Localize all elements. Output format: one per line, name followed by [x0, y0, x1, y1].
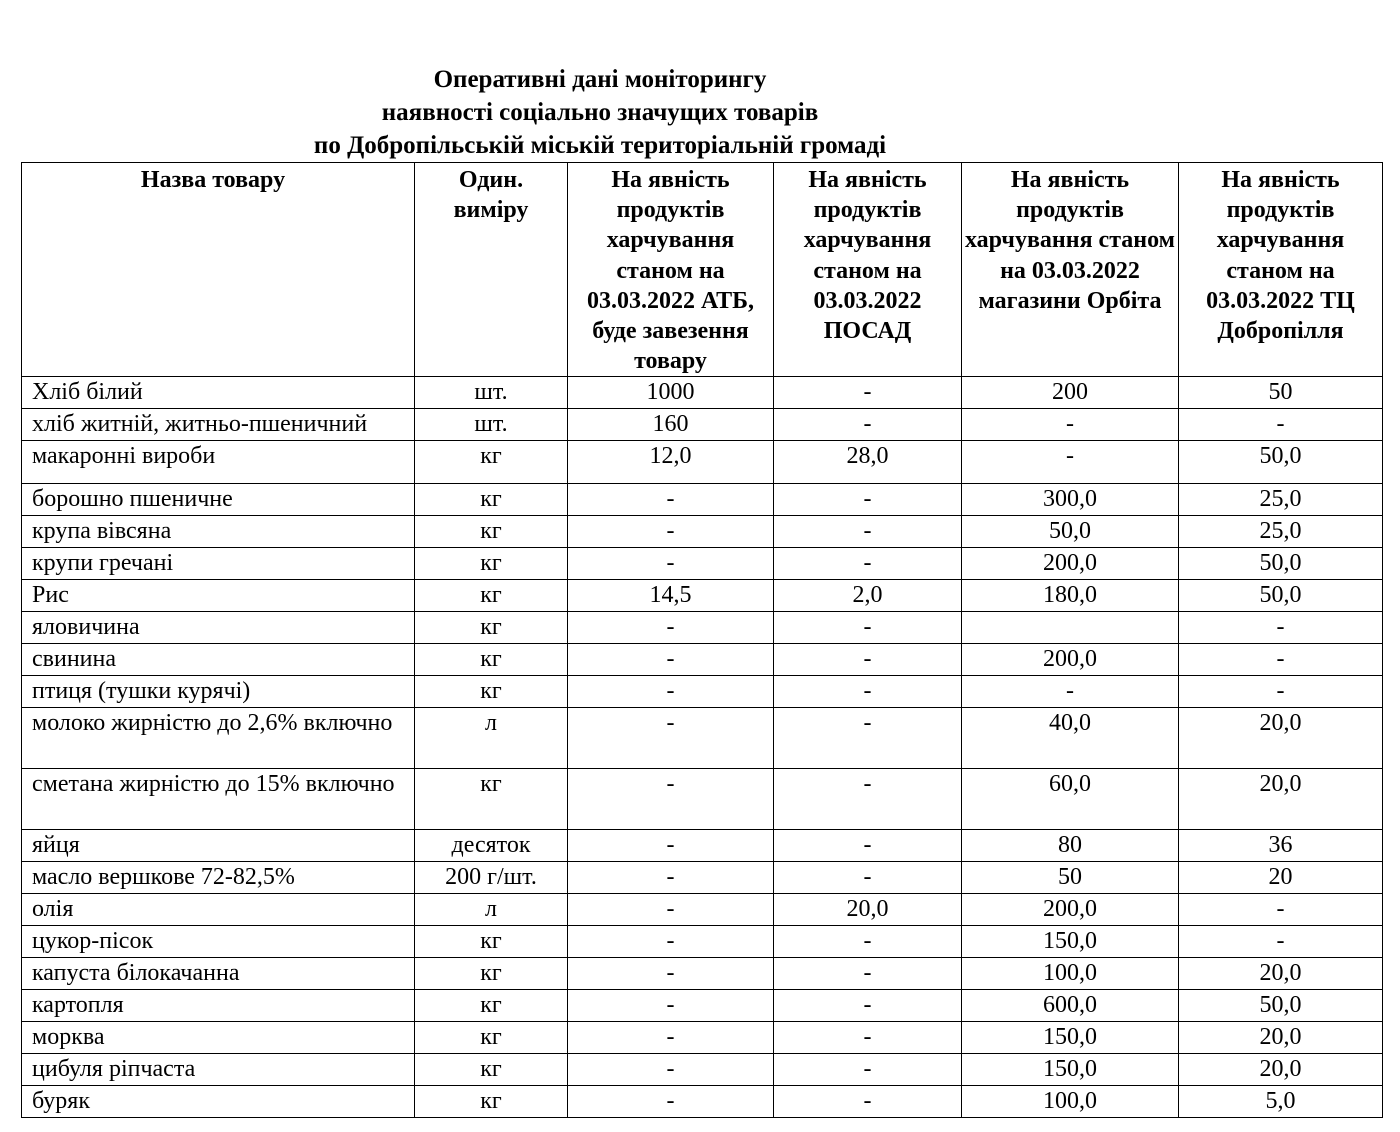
table-row: [22, 862, 1383, 894]
cell-tc: 50: [1179, 377, 1383, 409]
cell-atb: -: [568, 1022, 774, 1054]
cell-atb: -: [568, 958, 774, 990]
table-row: [22, 926, 1383, 958]
cell-product-name: борошно пшеничне: [22, 484, 415, 516]
cell-product-name: яловичина: [22, 612, 415, 644]
header-orbita: На явність продуктів харчування станом на 03.03.2022 магазини Орбіта: [962, 163, 1179, 377]
cell-product-name: картопля: [22, 990, 415, 1022]
cell-orbita: 180,0: [962, 580, 1179, 612]
table-row: [22, 612, 1383, 644]
cell-product-name: сметана жирністю до 15% включно: [22, 769, 415, 830]
cell-atb: -: [568, 548, 774, 580]
cell-posad: 20,0: [774, 894, 962, 926]
cell-orbita: 100,0: [962, 958, 1179, 990]
cell-posad: -: [774, 1022, 962, 1054]
cell-atb: -: [568, 894, 774, 926]
cell-posad: -: [774, 958, 962, 990]
cell-product-name: масло вершкове 72-82,5%: [22, 862, 415, 894]
table-row: [22, 516, 1383, 548]
cell-unit: кг: [415, 484, 568, 516]
table-row: [22, 894, 1383, 926]
table-row: [22, 708, 1383, 769]
cell-tc: -: [1179, 894, 1383, 926]
cell-atb: 14,5: [568, 580, 774, 612]
cell-unit: кг: [415, 516, 568, 548]
cell-unit: л: [415, 708, 568, 769]
cell-orbita: 600,0: [962, 990, 1179, 1022]
table-row: [22, 580, 1383, 612]
cell-product-name: Рис: [22, 580, 415, 612]
goods-availability-table: [21, 162, 1383, 1118]
cell-unit: десяток: [415, 830, 568, 862]
cell-atb: -: [568, 612, 774, 644]
document-title-line-2: наявності соціально значущих товарів: [381, 99, 819, 126]
cell-product-name: птиця (тушки курячі): [22, 676, 415, 708]
cell-tc: 50,0: [1179, 441, 1383, 484]
cell-product-name: свинина: [22, 644, 415, 676]
cell-atb: -: [568, 1086, 774, 1118]
cell-posad: -: [774, 377, 962, 409]
cell-posad: -: [774, 676, 962, 708]
cell-unit: кг: [415, 1086, 568, 1118]
cell-unit: шт.: [415, 409, 568, 441]
cell-tc: 20: [1179, 862, 1383, 894]
cell-product-name: цукор-пісок: [22, 926, 415, 958]
table-row: [22, 676, 1383, 708]
cell-tc: 20,0: [1179, 708, 1383, 769]
cell-unit: кг: [415, 958, 568, 990]
cell-atb: -: [568, 644, 774, 676]
table-row: [22, 1022, 1383, 1054]
cell-orbita: 200,0: [962, 644, 1179, 676]
cell-unit: кг: [415, 580, 568, 612]
cell-orbita: 60,0: [962, 769, 1179, 830]
cell-orbita: 50: [962, 862, 1179, 894]
cell-posad: 28,0: [774, 441, 962, 484]
table-header-row: [22, 163, 1383, 377]
cell-tc: 5,0: [1179, 1086, 1383, 1118]
cell-unit: 200 г/шт.: [415, 862, 568, 894]
document-title-line-1: Оперативні дані моніторингу: [433, 66, 767, 93]
cell-tc: 20,0: [1179, 958, 1383, 990]
cell-posad: -: [774, 1086, 962, 1118]
cell-orbita: 150,0: [962, 1022, 1179, 1054]
cell-posad: -: [774, 708, 962, 769]
table-row: [22, 1054, 1383, 1086]
cell-tc: 20,0: [1179, 1054, 1383, 1086]
cell-atb: -: [568, 1054, 774, 1086]
cell-atb: -: [568, 830, 774, 862]
cell-orbita: 40,0: [962, 708, 1179, 769]
table-row: [22, 484, 1383, 516]
cell-orbita: 200,0: [962, 548, 1179, 580]
cell-atb: -: [568, 769, 774, 830]
cell-posad: -: [774, 926, 962, 958]
cell-atb: -: [568, 516, 774, 548]
cell-atb: -: [568, 484, 774, 516]
cell-tc: 20,0: [1179, 769, 1383, 830]
cell-atb: -: [568, 676, 774, 708]
cell-orbita: 100,0: [962, 1086, 1179, 1118]
cell-tc: 25,0: [1179, 484, 1383, 516]
cell-product-name: буряк: [22, 1086, 415, 1118]
cell-posad: -: [774, 484, 962, 516]
table-row: [22, 1086, 1383, 1118]
cell-orbita: 200,0: [962, 894, 1179, 926]
cell-posad: -: [774, 830, 962, 862]
cell-unit: кг: [415, 441, 568, 484]
cell-tc: 50,0: [1179, 990, 1383, 1022]
cell-unit: кг: [415, 612, 568, 644]
cell-atb: 12,0: [568, 441, 774, 484]
cell-posad: -: [774, 516, 962, 548]
cell-tc: -: [1179, 409, 1383, 441]
cell-unit: кг: [415, 926, 568, 958]
cell-posad: -: [774, 409, 962, 441]
cell-product-name: цибуля ріпчаста: [22, 1054, 415, 1086]
cell-unit: кг: [415, 769, 568, 830]
cell-product-name: олія: [22, 894, 415, 926]
cell-atb: 160: [568, 409, 774, 441]
cell-unit: кг: [415, 990, 568, 1022]
header-unit: Один. виміру: [415, 163, 568, 377]
cell-product-name: крупи гречані: [22, 548, 415, 580]
cell-tc: 20,0: [1179, 1022, 1383, 1054]
cell-product-name: Хліб білий: [22, 377, 415, 409]
cell-orbita: 150,0: [962, 926, 1179, 958]
cell-tc: -: [1179, 676, 1383, 708]
cell-product-name: молоко жирністю до 2,6% включно: [22, 708, 415, 769]
cell-product-name: крупа вівсяна: [22, 516, 415, 548]
table-row: [22, 830, 1383, 862]
cell-product-name: хліб житній, житньо-пшеничний: [22, 409, 415, 441]
cell-unit: кг: [415, 1022, 568, 1054]
cell-unit: кг: [415, 644, 568, 676]
cell-posad: -: [774, 769, 962, 830]
cell-posad: -: [774, 548, 962, 580]
cell-tc: 25,0: [1179, 516, 1383, 548]
document-title-line-3: по Добропільській міській територіальній громаді: [313, 132, 887, 159]
cell-posad: -: [774, 862, 962, 894]
cell-orbita: [962, 612, 1179, 644]
cell-atb: 1000: [568, 377, 774, 409]
cell-orbita: 300,0: [962, 484, 1179, 516]
table-row: [22, 377, 1383, 409]
header-posad: На явність продуктів харчування станом на 03.03.2022 ПОСАД: [774, 163, 962, 377]
cell-product-name: яйця: [22, 830, 415, 862]
cell-product-name: макаронні вироби: [22, 441, 415, 484]
cell-tc: 50,0: [1179, 580, 1383, 612]
header-atb: На явність продуктів харчування станом на 03.03.2022 АТБ, буде завезення товару: [568, 163, 774, 377]
cell-posad: -: [774, 612, 962, 644]
header-product-name: Назва товару: [22, 163, 415, 377]
table-row: [22, 441, 1383, 484]
cell-tc: 36: [1179, 830, 1383, 862]
cell-tc: -: [1179, 644, 1383, 676]
cell-atb: -: [568, 990, 774, 1022]
table-row: [22, 769, 1383, 830]
cell-orbita: 50,0: [962, 516, 1179, 548]
cell-orbita: 200: [962, 377, 1179, 409]
cell-unit: л: [415, 894, 568, 926]
cell-tc: -: [1179, 926, 1383, 958]
cell-orbita: -: [962, 409, 1179, 441]
table-row: [22, 409, 1383, 441]
cell-tc: -: [1179, 612, 1383, 644]
table-row: [22, 990, 1383, 1022]
cell-unit: кг: [415, 676, 568, 708]
cell-orbita: 80: [962, 830, 1179, 862]
cell-posad: -: [774, 1054, 962, 1086]
cell-posad: -: [774, 644, 962, 676]
table-row: [22, 548, 1383, 580]
cell-posad: 2,0: [774, 580, 962, 612]
cell-tc: 50,0: [1179, 548, 1383, 580]
table-body: [22, 377, 1383, 1118]
cell-atb: -: [568, 862, 774, 894]
cell-posad: -: [774, 990, 962, 1022]
cell-orbita: -: [962, 676, 1179, 708]
cell-atb: -: [568, 708, 774, 769]
cell-unit: шт.: [415, 377, 568, 409]
cell-atb: -: [568, 926, 774, 958]
header-tc: На явність продуктів харчування станом на 03.03.2022 ТЦ Добропілля: [1179, 163, 1383, 377]
table-row: [22, 644, 1383, 676]
cell-orbita: 150,0: [962, 1054, 1179, 1086]
cell-unit: кг: [415, 1054, 568, 1086]
cell-orbita: -: [962, 441, 1179, 484]
cell-product-name: капуста білокачанна: [22, 958, 415, 990]
cell-product-name: морква: [22, 1022, 415, 1054]
table-row: [22, 958, 1383, 990]
cell-unit: кг: [415, 548, 568, 580]
